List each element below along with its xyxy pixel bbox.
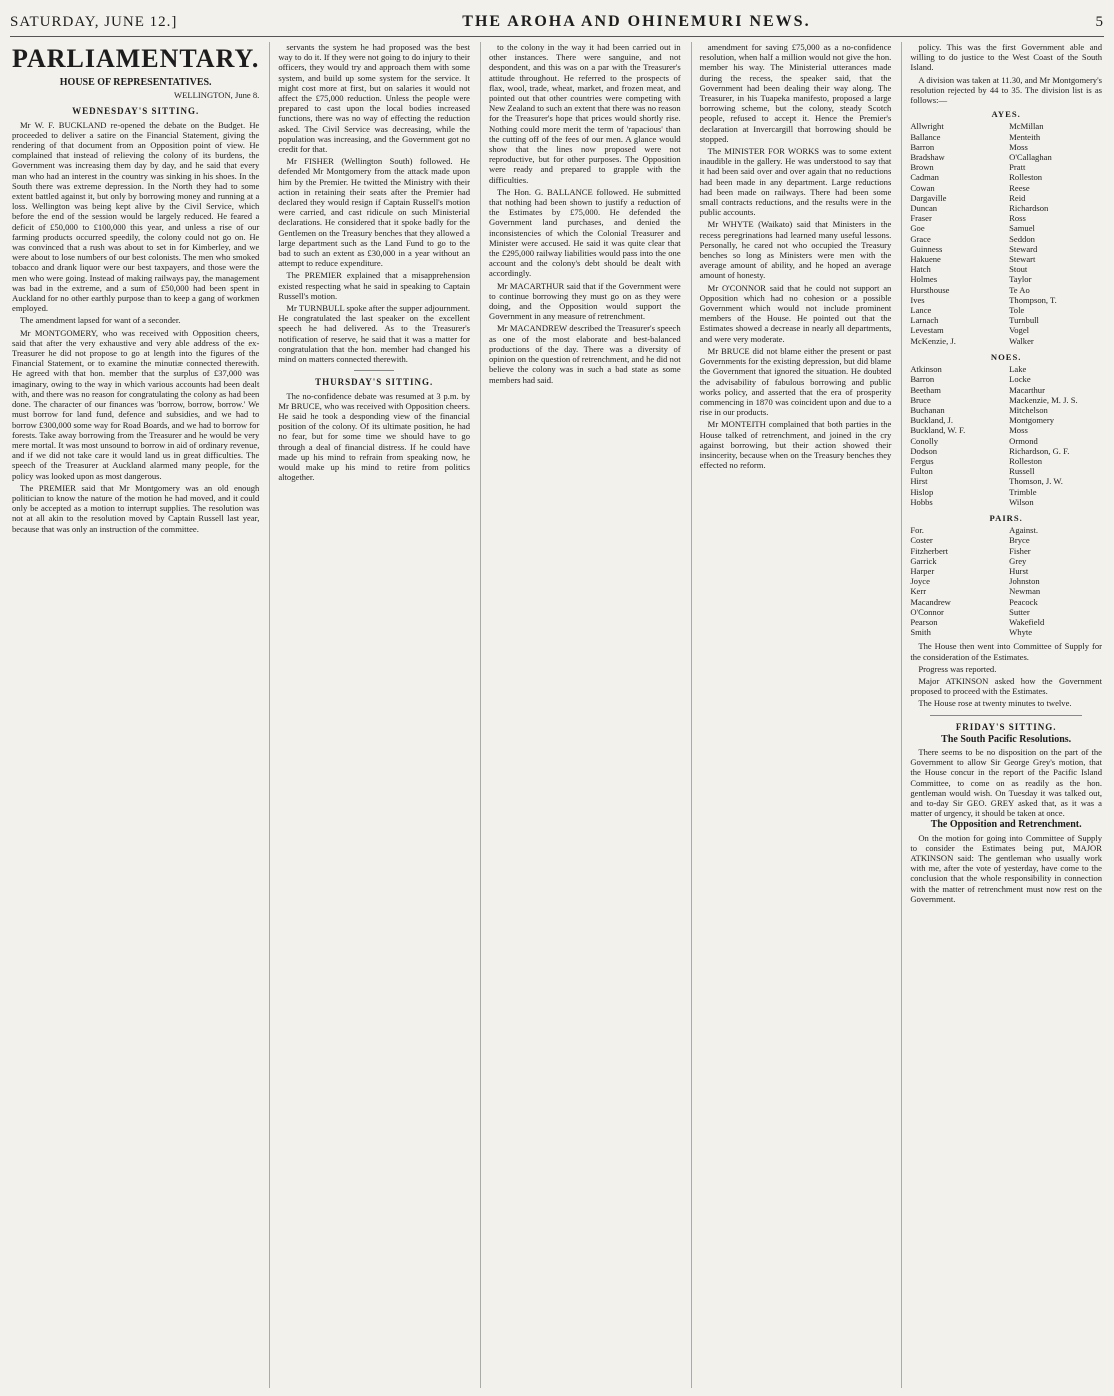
dateline: WELLINGTON, June 8. <box>174 90 260 101</box>
page-number: 5 <box>1095 13 1104 30</box>
member-name: Moss <box>1009 425 1028 436</box>
member-name: Beetham <box>910 384 941 395</box>
paragraph: Mr WHYTE (Waikato) said that Ministers in the recess peregrinations had learned many useful lessons. Personally, he cared not who occupied the Treasury benches so long as Ministers were men with the average amount of ability, and he hoped an average amount of honesty. <box>699 219 892 281</box>
member-name: Reese <box>1009 182 1030 193</box>
paragraph: Mr O'CONNOR said that he could not support an Opposition which had no cohesion or a possible Government which would not include prominent members of the House. He pointed out that the Estimates showed a decrease in nearly all departments, and were very moderate. <box>699 282 892 344</box>
member-name: Levestam <box>910 325 944 336</box>
member-name: Russell <box>1009 466 1035 477</box>
member-name: Wakefield <box>1009 616 1045 627</box>
sitting-heading: THURSDAY'S SITTING. <box>315 377 434 388</box>
pairs-for-column <box>910 525 1003 637</box>
member-name: Lake <box>1009 364 1027 375</box>
ayes-column <box>1009 121 1102 345</box>
member-name: Harper <box>910 565 935 576</box>
member-name: Goe <box>910 223 925 234</box>
paragraph: The PREMIER said that Mr Montgomery was an old enough politician to know the nature of the motion he had moved, and it could only be accepted as a motion to interrupt supplies. The resolution was not at all akin to the resolution moved by Captain Russell last year, because that was only an instruction of the committee. <box>12 482 260 534</box>
member-name: Grey <box>1009 555 1027 566</box>
member-name: Fulton <box>910 466 933 477</box>
member-name: Garrick <box>910 555 937 566</box>
paragraph: The amendment lapsed for want of a seconder. <box>20 315 181 326</box>
paragraph: Mr TURNBULL spoke after the supper adjournment. He congratulated the last speaker on the excellent speech he had delivered. As to the Treasurer's notification of reserve, he said that it was a matter for congratulation that the hon. member had changed his mind on matters connected therewith. <box>278 303 470 365</box>
paragraph: The Hon. G. BALLANCE followed. He submitted that nothing had been shown to justify a reduction of the Estimates by £75,000. He defended the Government land purchases, and denied the inconsistencies of which the Colonial Treasurer and Minister were accused. He said it was quite clear that the £295,000 railway liabilities would pass into the one account and the colony's debt should be dealt with accordingly. <box>489 186 681 279</box>
paragraph: to the colony in the way it had been carried out in other instances. There were sanguine, and not despondent, and this was on a par with the Treasurer's attitude throughout. He referred to the prospects of flax, wool, trade, wheat, market, and frozen meat, and pointed out that other countries were competing with New Zealand to such an extent that there was no reason for the Treasurer's hope that prices would shortly rise. Nothing could more merit the term of 'rapacious' than the cutting off of the fees of our men. A glance would show that the lines now proposed were not reproductive, but for other purposes. The Opposition were ready and prepared to grapple with the difficulties. <box>489 42 681 185</box>
member-name: O'Connor <box>910 606 944 617</box>
pairs-label: PAIRS. <box>989 512 1023 523</box>
paragraph: Progress was reported. <box>918 663 997 674</box>
member-name: Thompson, T. <box>1009 294 1057 305</box>
member-name: Hirst <box>910 476 928 487</box>
member-name: Grace <box>910 233 931 244</box>
column-4 <box>691 42 892 1388</box>
division-list-pairs <box>910 511 1102 637</box>
member-name: Rolleston <box>1009 455 1043 466</box>
member-name: Macarthur <box>1009 384 1045 395</box>
paragraph: Major ATKINSON asked how the Government proposed to proceed with the Estimates. <box>910 675 1102 697</box>
divider <box>354 370 394 371</box>
member-name: Walker <box>1009 335 1034 346</box>
member-name: Lance <box>910 305 932 316</box>
member-name: Bryce <box>1009 535 1030 546</box>
section-subheading: HOUSE OF REPRESENTATIVES. <box>59 77 212 88</box>
member-name: Buchanan <box>910 404 945 415</box>
member-name: Hursthouse <box>910 284 950 295</box>
member-name: Fergus <box>910 455 934 466</box>
member-name: Fitzherbert <box>910 545 949 556</box>
member-name: Newman <box>1009 586 1041 597</box>
member-name: Richardson <box>1009 203 1049 214</box>
noes-label: NOES. <box>990 351 1022 362</box>
member-name: Johnston <box>1009 576 1040 587</box>
issue-date: SATURDAY, JUNE 12.] <box>10 13 178 30</box>
paragraph: amendment for saving £75,000 as a no-confidence resolution, when half a million would not give the hon. member his way. The Ministerial utterances made during the recess, the speaker said, that the Government had been dealing their way along. The Treasurer, in his Tuapeka manifesto, proposed a large borrowing scheme, but the colony, steady Scotch people, refused to accept it. Hence the Premier's declaration at Invercargill that borrowing should be stopped. <box>699 42 892 144</box>
member-name: Te Ao <box>1009 284 1030 295</box>
member-name: Smith <box>910 627 931 638</box>
article-subheading: The South Pacific Resolutions. <box>941 733 1072 745</box>
division-list-noes <box>910 350 1102 507</box>
paragraph: Mr W. F. BUCKLAND re-opened the debate on the Budget. He proceeded to deliver a satire on the Financial Statement, giving the rendering of that document from an Opposition point of view. He complained that instead of relieving the colony of its burdens, the Government was increasing them day by day, and he said that every man who had an interest in the country was sinking in his shoes. In the South there was extreme depression. In the North they had to some extent battled against it, but only by borrowing money and running at a loss. Wellington was being kept alive by the Civil Service, which before the end of the session would be largely reduced. He feared a deficit of £50,000 to £100,000 this year, and unless a rise of our farming products occurred speedily, the colony could not go on. He was convinced that a rush was about to set in for Kimberley, and we were about to lose numbers of our best colonists. The men who smoked tobacco and drank liquor were our best taxpayers, and those were the men who were going. Instead of making railways pay, the management was bad in the extreme, and a sum of £50,000 had been spent in Auckland for no other earthly purpose than to keep a gang of workmen employed. <box>12 119 260 314</box>
member-name: Larnach <box>910 315 939 326</box>
member-name: Stewart <box>1009 254 1036 265</box>
member-name: Vogel <box>1009 325 1030 336</box>
member-name: Sutter <box>1009 606 1030 617</box>
division-list-ayes <box>910 107 1102 346</box>
member-name: Hurst <box>1009 565 1029 576</box>
column-3 <box>480 42 681 1388</box>
ayes-column <box>910 121 1003 345</box>
member-name: Tole <box>1009 305 1025 316</box>
paragraph: The MINISTER FOR WORKS was to some extent inaudible in the gallery. He was understood to say that it had been said over and over again that no reductions had been made in any department. Large reductions had been made on railways. There had been some small contracts reductions, and the results were in the public accounts. <box>699 146 892 218</box>
member-name: Whyte <box>1009 627 1033 638</box>
paragraph: The House rose at twenty minutes to twelve. <box>918 698 1072 709</box>
member-name: Barron <box>910 374 935 385</box>
member-name: Pratt <box>1009 162 1026 173</box>
member-name: Buckland, W. F. <box>910 425 966 436</box>
member-name: Steward <box>1009 243 1038 254</box>
member-name: McKenzie, J. <box>910 335 956 346</box>
member-name: Bradshaw <box>910 152 945 163</box>
member-name: Joyce <box>910 576 930 587</box>
column-1 <box>12 42 259 1388</box>
member-name: Ives <box>910 294 925 305</box>
member-name: Cadman <box>910 172 939 183</box>
member-name: Seddon <box>1009 233 1035 244</box>
member-name: Against. <box>1009 525 1039 536</box>
sitting-heading: WEDNESDAY'S SITTING. <box>72 106 200 117</box>
member-name: Fraser <box>910 213 932 224</box>
ayes-label: AYES. <box>991 109 1021 120</box>
member-name: Macandrew <box>910 596 951 607</box>
paragraph: Mr FISHER (Wellington South) followed. He defended Mr Montgomery from the attack made upon him by the Premier. He twitted the Ministry with their action in retaining their seats after the Premier had declared they would resign if Captain Russell's motion were carried, and cast ridicule on such Ministerial declarations. He considered that it spoke badly for the Gentlemen on the Treasury benches that they allowed a large department such as the Land Fund to go to the bad to such an extent as £30,000 in a year without an attempt to reduce expenditure. <box>278 156 470 269</box>
masthead <box>10 8 1104 37</box>
member-name: McMillan <box>1009 121 1044 132</box>
paragraph: Mr MONTGOMERY, who was received with Opposition cheers, said that after the very exhaustive and very able address of the ex-Treasurer he did not propose to go at length into the figures of the Financial Statement, or to examine the minutiæ connected therewith. He agreed with that hon. member that the surplus of £37,000 was imaginary, owing to the way in which various accounts had been dealt with, and there was no reason for congratulating the colony as had been done. The character of our finances was 'borrow, borrow, borrow.' We must borrow for land fund, defence and subsidies, and we had to borrow £300,000 some way for Road Boards, and we had to borrow for forests. Take away borrowing from the Treasurer and he would be very mere mortal. It was most unsound to borrow in aid of ordinary revenue, and if we did not take care it would land us in great difficulties. The speech of the Treasurer at Auckland alarmed many people, for the policy was looked upon as most dangerous. <box>12 327 260 481</box>
columns <box>12 42 1102 1388</box>
member-name: Trimble <box>1009 486 1037 497</box>
member-name: Hatch <box>910 264 931 275</box>
member-name: Stout <box>1009 264 1028 275</box>
member-name: Samuel <box>1009 223 1035 234</box>
member-name: Dodson <box>910 445 938 456</box>
member-name: Reid <box>1009 192 1026 203</box>
member-name: Atkinson <box>910 364 942 375</box>
member-name: Brown <box>910 162 934 173</box>
member-name: Cowan <box>910 182 935 193</box>
column-5 <box>901 42 1102 1388</box>
paragraph: servants the system he had proposed was the best way to do it. If they were not going to do injury to their officers, they would try and approach them with some system, and build up some system for the service. It might cost more at first, but on salaries it would not affect the £75,000 reduction. Unless the people were prepared to cast upon the local bodies increased functions, there was no way of effecting the reduction asked. The Civil Service was decreasing, while the population was increasing, and the Government got no credit for that. <box>278 42 470 155</box>
sitting-heading: FRIDAY'S SITTING. <box>955 721 1057 732</box>
paragraph: The PREMIER explained that a misapprehension existed respecting what he said in speaking to Captain Russell's motion. <box>278 270 470 301</box>
member-name: Pearson <box>910 616 938 627</box>
member-name: O'Callaghan <box>1009 152 1052 163</box>
member-name: Moss <box>1009 141 1028 152</box>
paragraph: Mr MONTEITH complained that both parties in the House talked of retrenchment, and joined in the cry against borrowing, but their action showed their insincerity, because when on the Treasury benches they effected no reform. <box>699 419 892 471</box>
member-name: Montgomery <box>1009 415 1055 426</box>
member-name: Buckland, J. <box>910 415 954 426</box>
member-name: Bruce <box>910 394 931 405</box>
paragraph: On the motion for going into Committee of Supply to consider the Estimates being put, MAJOR ATKINSON said: The gentleman who usually work with me, after the vote of yesterday, have come to the conclusion that the whole responsibility in connection with the matter of retrenchment must now rest on the Government. <box>910 832 1102 904</box>
member-name: Taylor <box>1009 274 1032 285</box>
paragraph: Mr MACARTHUR said that if the Government were to continue borrowing they must go on as they were doing, and the Opposition would support the Government in any measure of retrenchment. <box>489 280 681 322</box>
member-name: Conolly <box>910 435 939 446</box>
member-name: Menteith <box>1009 131 1041 142</box>
member-name: Dargaville <box>910 192 947 203</box>
member-name: Kerr <box>910 586 927 597</box>
divider <box>930 715 1082 716</box>
noes-column <box>1009 364 1102 507</box>
member-name: Peacock <box>1009 596 1038 607</box>
member-name: Ross <box>1009 213 1026 224</box>
member-name: Ormond <box>1009 435 1038 446</box>
column-2 <box>269 42 470 1388</box>
noes-column <box>910 364 1003 507</box>
member-name: Richardson, G. F. <box>1009 445 1070 456</box>
paragraph: Mr BRUCE did not blame either the present or past Governments for the existing depression, but did blame the Government that ignored the situation. He doubted the advisability of fabulous borrowing and public works policy, and asserted that the era of prosperity commencing in 1870 was coincident upon and due to a rise in our products. <box>699 345 892 418</box>
member-name: Wilson <box>1009 496 1034 507</box>
paragraph: A division was taken at 11.30, and Mr Montgomery's resolution rejected by 44 to 35. The division list is as follows:— <box>910 74 1102 106</box>
member-name: Barron <box>910 141 935 152</box>
paragraph: Mr MACANDREW described the Treasurer's speech as one of the most elaborate and best-balanced productions of the day. There was a diversity of opinion on the question of retrenchment, and he did not believe the colony was in such a bad state as some members had said. <box>489 323 681 385</box>
member-name: Locke <box>1009 374 1031 385</box>
member-name: For. <box>910 525 924 536</box>
member-name: Rolleston <box>1009 172 1043 183</box>
member-name: Ballance <box>910 131 941 142</box>
member-name: Guinness <box>910 243 943 254</box>
member-name: Turnbull <box>1009 315 1039 326</box>
member-name: Hobbs <box>910 496 933 507</box>
member-name: Hakuene <box>910 254 941 265</box>
article-subheading: The Opposition and Retrenchment. <box>930 819 1082 831</box>
member-name: Mackenzie, M. J. S. <box>1009 394 1078 405</box>
member-name: Thomson, J. W. <box>1009 476 1063 487</box>
member-name: Holmes <box>910 274 938 285</box>
member-name: Mitchelson <box>1009 404 1048 415</box>
newspaper-title: THE AROHA AND OHINEMURI NEWS. <box>462 13 811 30</box>
paragraph: The no-confidence debate was resumed at 3 p.m. by Mr BRUCE, who was received with Opposition cheers. He said he took a desponding view of the financial position of the colony. Of its ultimate position, he had no fear, but for some time we should have to go through a deal of financial distress. If he could have made up his mind to refrain from speaking now, he would make up his mind to retire from politics altogether. <box>278 390 470 483</box>
paragraph: There seems to be no disposition on the part of the Government to allow Sir George Grey's motion, that the House concur in the report of the Pacific Island Committee, to come on as readily as the hon. gentleman would wish. On Tuesday it was talked out, and to-day Sir GEO. GREY asked that, as it was a matter of urgency, it should be taken at once. <box>910 747 1102 819</box>
pairs-against-column <box>1009 525 1102 637</box>
member-name: Allwright <box>910 121 944 132</box>
member-name: Fisher <box>1009 545 1031 556</box>
paragraph: The House then went into Committee of Supply for the consideration of the Estimates. <box>910 641 1102 662</box>
member-name: Duncan <box>910 203 938 214</box>
paragraph: policy. This was the first Government able and willing to do justice to the West Coast of the South Island. <box>910 42 1102 73</box>
member-name: Hislop <box>910 486 934 497</box>
section-heading: PARLIAMENTARY. <box>12 44 260 73</box>
member-name: Coster <box>910 535 933 546</box>
